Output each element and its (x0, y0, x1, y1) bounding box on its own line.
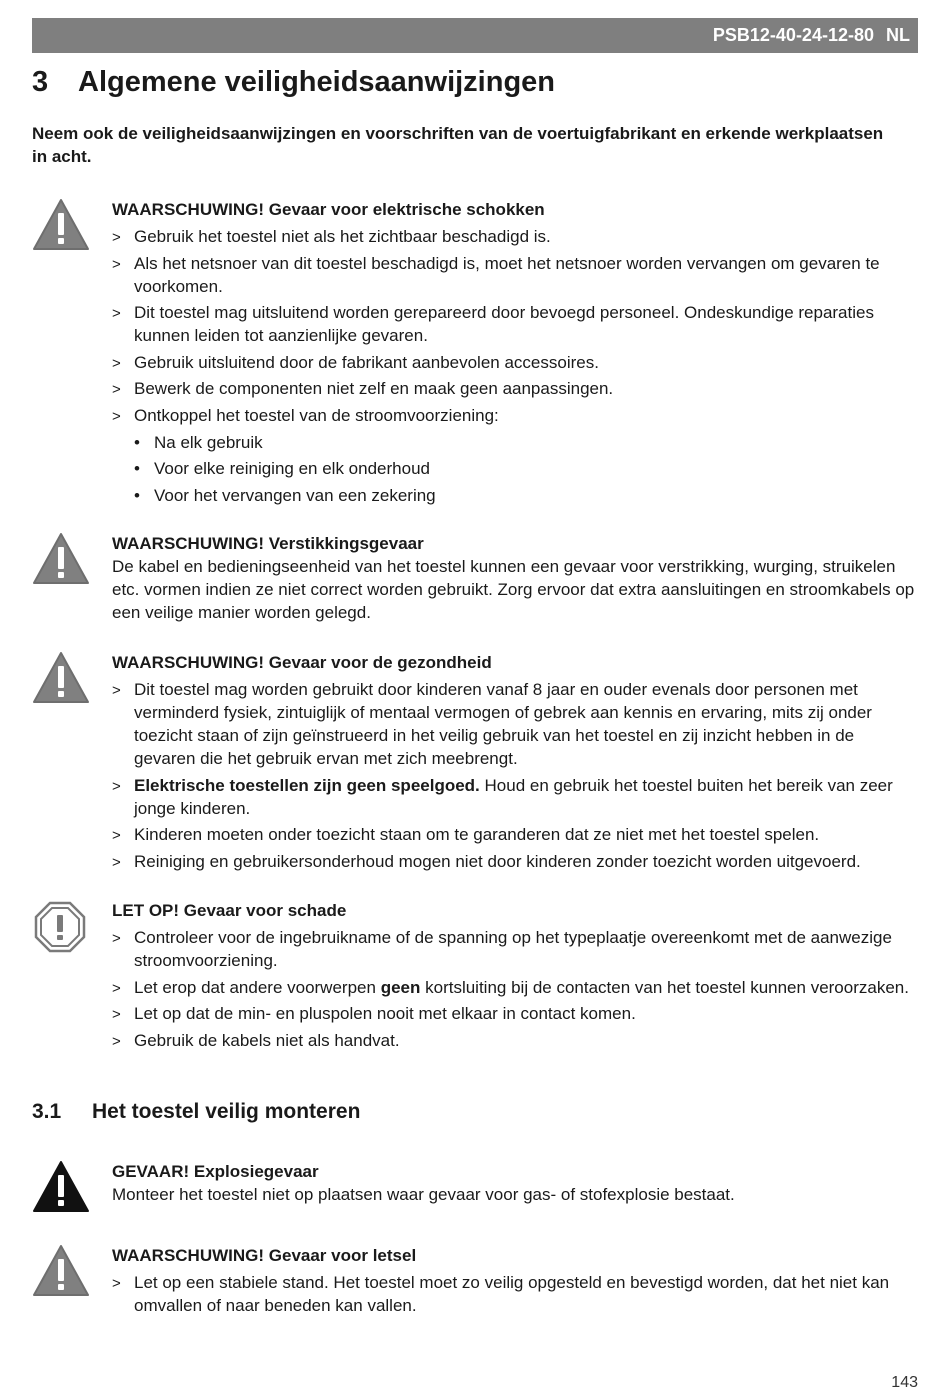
warning-title: WAARSCHUWING! Gevaar voor elektrische schokken (112, 200, 545, 219)
warning-list (112, 225, 918, 507)
notice-content (112, 899, 918, 1055)
list-item: > Gebruik het toestel niet als het zichtbaar beschadigd is. (112, 225, 918, 248)
warning-text: De kabel en bedieningseenheid van het toestel kunnen een gevaar voor verstrikking, wurging, struikelen etc. vormen indien ze niet correct worden gebruikt. Zorg ervoor dat extra aansluitingen en stroomkabels op een veilige manier worden gelegd. (112, 557, 915, 622)
warning-content (112, 1244, 918, 1321)
list-item: > Kinderen moeten onder toezicht staan om te garanderen dat ze niet met het toestel spelen. (112, 823, 918, 846)
bullet-item: • Voor het vervangen van een zekering (134, 484, 918, 507)
bullet-list (112, 431, 918, 507)
danger-title: GEVAAR! Explosiegevaar (112, 1162, 319, 1181)
warning-title: WAARSCHUWING! Gevaar voor letsel (112, 1246, 417, 1265)
section-number: 3 (32, 66, 49, 98)
intro-text: Neem ook de veiligheidsaanwijzingen en voorschriften van de voertuigfabrikant en erkende werkplaatsen in acht. (32, 124, 884, 166)
list-item: > Als het netsnoer van dit toestel beschadigd is, moet het netsnoer worden vervangen om gevaren te voorkomen. (112, 252, 918, 298)
warning-list (112, 1271, 918, 1317)
subsection-number: 3.1 (32, 1100, 62, 1123)
page-number: 143 (891, 1374, 918, 1391)
warning-triangle-icon (32, 198, 90, 252)
list-item: > Dit toestel mag worden gebruikt door kinderen vanaf 8 jaar en ouder evenals door personen met verminderd fysiek, zintuiglijk of mentaal vermogen of gebrek aan kennis en ervaring, mits zij onder toezicht staan of zijn geïnstrueerd in het veilig gebruik van het toestel en zij inzicht hebben in de gevaren die het gebruik ervan met zich meebrengt. (112, 678, 918, 770)
section-heading (32, 66, 555, 99)
list-item: > Let op een stabiele stand. Het toestel moet zo veilig opgesteld en bevestigd worden, dat het niet kan omvallen of naar beneden kan vallen. (112, 1271, 918, 1317)
list-item: > Dit toestel mag uitsluitend worden gerepareerd door bevoegd personeel. Ondeskundige reparaties kunnen leiden tot aanzienlijke gevaren. (112, 301, 918, 347)
list-item-text: Houd en gebruik het toestel buiten het bereik van zeer jonge kinderen. (134, 775, 893, 818)
warning-title: WAARSCHUWING! Gevaar voor de gezondheid (112, 653, 492, 672)
warning-triangle-icon (32, 532, 90, 586)
list-item (112, 976, 918, 999)
warning-triangle-icon (32, 1244, 90, 1298)
notice-title: LET OP! Gevaar voor schade (112, 901, 347, 920)
subsection-heading (32, 1100, 360, 1124)
list-item (112, 404, 918, 507)
section-title: Algemene veiligheidsaanwijzingen (78, 66, 556, 98)
list-item-text: Let erop dat andere voorwerpen (134, 977, 376, 997)
warning-content (112, 198, 918, 510)
danger-triangle-icon (32, 1160, 90, 1214)
bold-prefix: Elektrische toestellen zijn geen speelgoed. (134, 775, 480, 795)
notice-octagon-icon (34, 901, 86, 953)
list-item-text: kortsluiting bij de contacten van het toestel kunnen veroorzaken. (425, 977, 909, 997)
language-code: NL (886, 25, 910, 45)
warning-list (112, 678, 918, 873)
warning-title: WAARSCHUWING! Verstikkingsgevaar (112, 534, 424, 553)
list-item (112, 774, 918, 820)
header-bar (32, 18, 918, 53)
danger-content (112, 1160, 918, 1206)
list-item: > Gebruik de kabels niet als handvat. (112, 1029, 918, 1052)
list-item-text: Ontkoppel het toestel van de stroomvoorziening: (134, 405, 499, 425)
warning-triangle-icon (32, 651, 90, 705)
warning-content (112, 532, 918, 624)
list-item: > Bewerk de componenten niet zelf en maak geen aanpassingen. (112, 377, 918, 400)
subsection-title: Het toestel veilig monteren (92, 1100, 361, 1123)
model-number: PSB12-40-24-12-80 (712, 25, 874, 45)
list-item: > Reiniging en gebruikersonderhoud mogen niet door kinderen zonder toezicht worden uitgevoerd. (112, 850, 918, 873)
warning-content (112, 651, 918, 876)
list-item: > Let op dat de min- en pluspolen nooit met elkaar in contact komen. (112, 1002, 918, 1025)
bold-word: geen (380, 977, 421, 997)
bullet-item: • Na elk gebruik (134, 431, 918, 454)
bullet-item: • Voor elke reiniging en elk onderhoud (134, 457, 918, 480)
list-item: > Controleer voor de ingebruikname of de spanning op het typeplaatje overeenkomt met de aanwezige stroomvoorziening. (112, 926, 918, 972)
danger-text: Monteer het toestel niet op plaatsen waar gevaar voor gas- of stofexplosie bestaat. (112, 1185, 735, 1204)
list-item: > Gebruik uitsluitend door de fabrikant aanbevolen accessoires. (112, 351, 918, 374)
notice-list (112, 926, 918, 1052)
